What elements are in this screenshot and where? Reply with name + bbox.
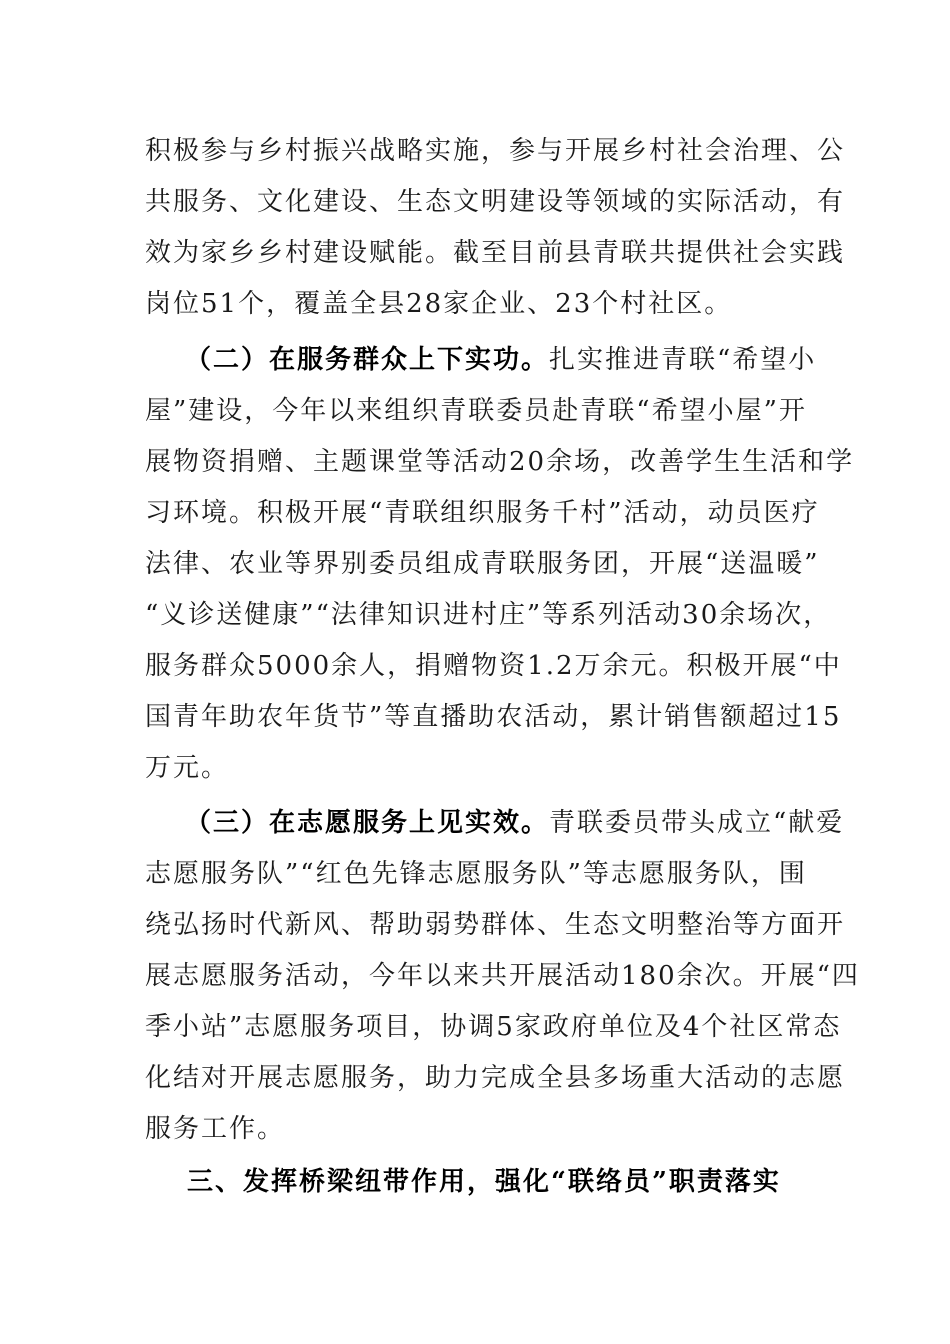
- paragraph-line: 法律、农业等界别委员组成青联服务团，开展“送温暖”: [145, 549, 820, 579]
- paragraph-line: 服务群众5000余人，捐赠物资1.2万余元。积极开展“中: [145, 651, 842, 681]
- paragraph-line: 展志愿服务活动，今年以来共开展活动180余次。开展“四: [145, 961, 860, 991]
- paragraph-line: 习环境。积极开展“青联组织服务千村”活动，动员医疗: [145, 498, 820, 528]
- paragraph-first-line: [145, 798, 845, 849]
- paragraph-line: 共服务、文化建设、生态文明建设等领域的实际活动，有: [145, 187, 846, 217]
- paragraph-heading: （三）在志愿服务上见实效。: [185, 808, 550, 838]
- paragraph-text: 扎实推进青联“希望小: [549, 345, 817, 375]
- paragraph-line: 效为家乡乡村建设赋能。截至目前县青联共提供社会实践: [145, 238, 846, 268]
- paragraph-line: 万元。: [145, 753, 230, 783]
- paragraph-serve-the-public: [145, 335, 855, 794]
- paragraph-line: 季小站”志愿服务项目，协调5家政府单位及4个社区常态: [145, 1012, 842, 1042]
- paragraph-first-line: [145, 335, 825, 386]
- paragraph-line: 化结对开展志愿服务，助力完成全县多场重大活动的志愿: [145, 1063, 846, 1093]
- paragraph-line: “义诊送健康”“法律知识进村庄”等系列活动30余场次，: [145, 600, 832, 630]
- paragraph-line: 国青年助农年货节”等直播助农活动，累计销售额超过15: [145, 702, 842, 732]
- paragraph-line: 屋”建设，今年以来组织青联委员赴青联“希望小屋”开: [145, 396, 807, 426]
- paragraph-rural-revitalization: [145, 126, 846, 330]
- paragraph-line: 志愿服务队”“红色先锋志愿服务队”等志愿服务队，围: [145, 859, 807, 889]
- paragraph-line: 岗位51个，覆盖全县28家企业、23个村社区。: [145, 289, 733, 319]
- paragraph-text: 青联委员带头成立“献爱: [549, 808, 845, 838]
- paragraph-volunteer-service: [145, 798, 860, 1155]
- paragraph-line: 展物资捐赠、主题课堂等活动20余场，改善学生生活和学: [145, 447, 855, 477]
- section-heading: 三、发挥桥梁纽带作用，强化“联络员”职责落实: [187, 1167, 781, 1197]
- paragraph-line: 服务工作。: [145, 1114, 286, 1144]
- paragraph-line: 积极参与乡村振兴战略实施，参与开展乡村社会治理、公: [145, 136, 846, 166]
- paragraph-heading: （二）在服务群众上下实功。: [185, 345, 550, 375]
- paragraph-line: 绕弘扬时代新风、帮助弱势群体、生态文明整治等方面开: [145, 910, 846, 940]
